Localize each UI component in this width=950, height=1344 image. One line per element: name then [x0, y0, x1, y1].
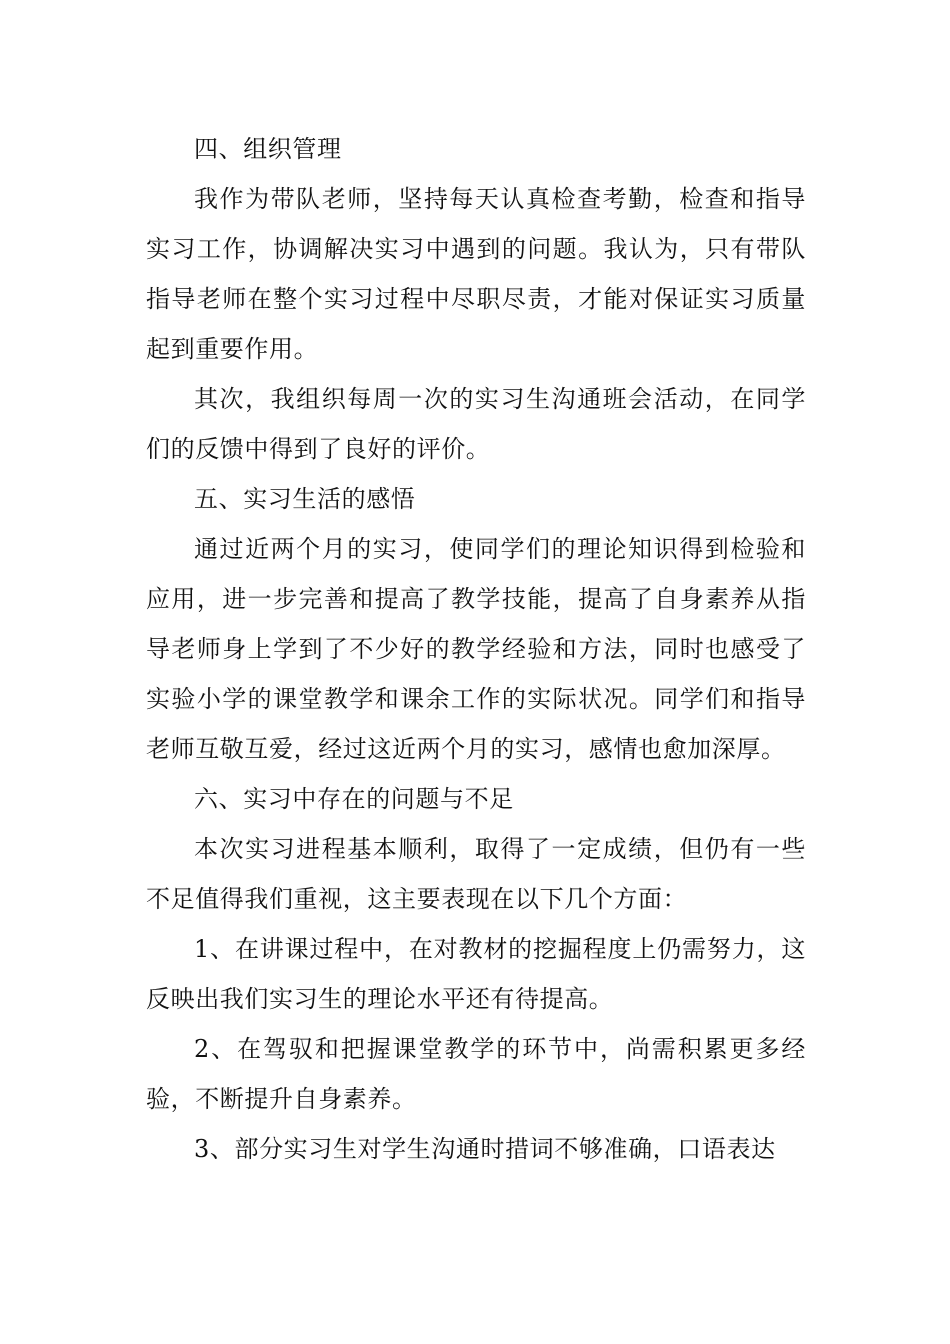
section-heading-problems: 六、实习中存在的问题与不足: [194, 785, 514, 813]
section-heading-organization: 四、组织管理: [194, 135, 342, 163]
list-item-problem-3: 3、部分实习生对学生沟通时措词不够准确，口语表达: [194, 1135, 776, 1163]
paragraph-problems-intro: 本次实习进程基本顺利，取得了一定成绩，但仍有一些不足值得我们重视，这主要表现在以下几个方面：: [146, 835, 806, 913]
paragraph-reflection: 通过近两个月的实习，使同学们的理论知识得到检验和应用，进一步完善和提高了教学技能，提高了自身素养从指导老师身上学到了不少好的教学经验和方法，同时也感受了实验小学的课堂教学和课余工作的实际状况。同学们和指导老师互敬互爱，经过这近两个月的实习，感情也愈加深厚。: [146, 535, 806, 763]
list-item-problem-2: 2、在驾驭和把握课堂教学的环节中，尚需积累更多经验，不断提升自身素养。: [146, 1035, 806, 1113]
section-heading-reflection: 五、实习生活的感悟: [194, 485, 416, 513]
paragraph-teacher-duty: 我作为带队老师，坚持每天认真检查考勤，检查和指导实习工作，协调解决实习中遇到的问题。我认为，只有带队指导老师在整个实习过程中尽职尽责，才能对保证实习质量起到重要作用。: [146, 185, 806, 363]
document-body: [146, 124, 806, 1174]
list-item-problem-1: 1、在讲课过程中，在对教材的挖掘程度上仍需努力，这反映出我们实习生的理论水平还有待提高。: [146, 935, 806, 1013]
paragraph-weekly-meeting: 其次，我组织每周一次的实习生沟通班会活动，在同学们的反馈中得到了良好的评价。: [146, 385, 806, 463]
